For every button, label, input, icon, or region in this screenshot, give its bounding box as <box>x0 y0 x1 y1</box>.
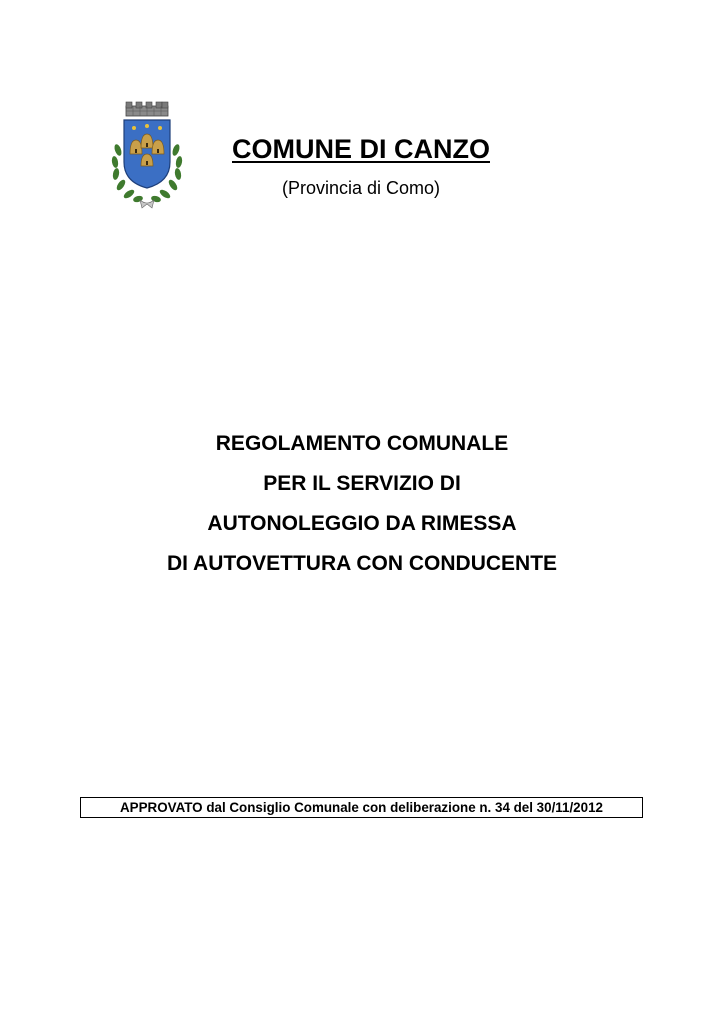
document-title-line: PER IL SERVIZIO DI <box>263 472 461 495</box>
municipal-coat-of-arms-icon <box>104 100 188 212</box>
document-title <box>62 424 662 584</box>
document-title-line: DI AUTOVETTURA CON CONDUCENTE <box>166 552 558 575</box>
crown-icon <box>126 102 168 116</box>
document-title-line: AUTONOLEGGIO DA RIMESSA <box>207 512 517 535</box>
municipality-name: COMUNE DI CANZO <box>232 134 490 164</box>
approval-note: APPROVATO dal Consiglio Comunale con deliberazione n. 34 del 30/11/2012 <box>80 797 643 818</box>
document-title-line: REGOLAMENTO COMUNALE <box>215 432 509 455</box>
province-label: (Provincia di Como) <box>281 178 441 198</box>
